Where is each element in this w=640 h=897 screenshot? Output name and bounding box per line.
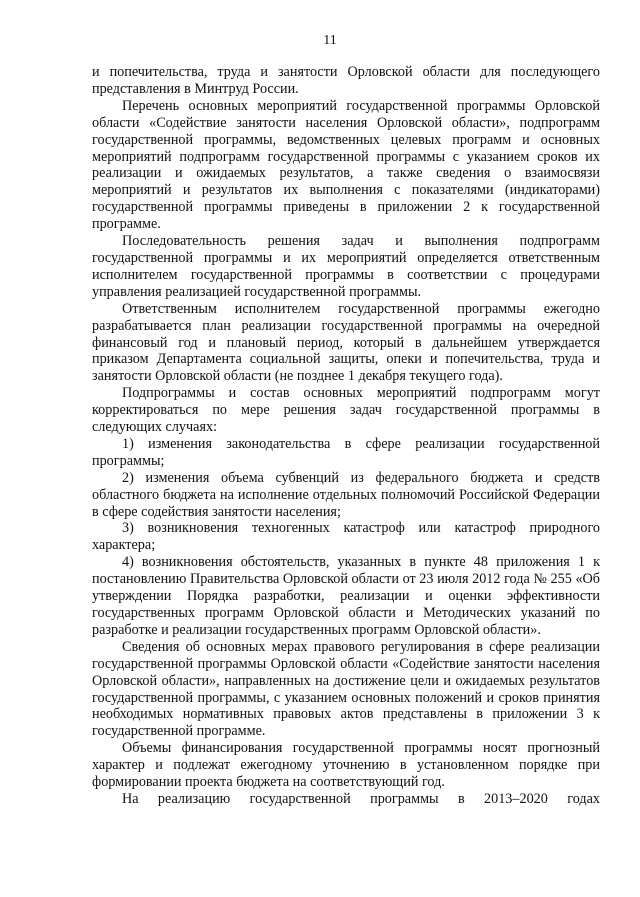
paragraph-sequence: Последовательность решения задач и выполнения подпрограмм государственной программы и их мероприятий определяется ответственным исполнителем государственной программы в соответствии с процедурами управления реализацией государственной программы. <box>92 233 600 300</box>
document-body <box>92 64 600 808</box>
page-number: 11 <box>323 33 337 48</box>
paragraph-legal-regulation: Сведения об основных мерах правового регулирования в сфере реализации государственной программы Орловской области «Содействие занятости населения Орловской области», направленных на достижение цели и ожидаемых результатов государственной программы, с указанием основных положений и сроков принятия необходимых нормативных правовых актов представлены в приложении 3 к государственной программе. <box>92 638 600 740</box>
paragraph-measures-list: Перечень основных мероприятий государственной программы Орловской области «Содействие занятости населения Орловской области», подпрограмм государственной программы, ведомственных целевых программ и основных мероприятий подпрограмм государственной программы с указанием сроков их реализации и ожидаемых результатов, а также сведения о взаимосвязи мероприятий и результатов их выполнения с показателями (индикаторами) государственной программы приведены в приложении 2 к государственной программе. <box>92 97 600 233</box>
paragraph-annual-plan: Ответственным исполнителем государственной программы ежегодно разрабатывается план реализации государственной программы на очередной финансовый год и плановый период, который в дальнейшем утверждается приказом Департамента социальной защиты, опеки и попечительства, труда и занятости Орловской области (не позднее 1 декабря текущего года). <box>92 300 600 385</box>
list-item-4: 4) возникновения обстоятельств, указанных в пункте 48 приложения 1 к постановлению Правительства Орловской области от 23 июля 2012 года № 255 «Об утверждении Порядка разработки, реализации и оценки эффективности государственных программ Орловской области и Методических указаний по разработке и реализации государственных программ Орловской области». <box>92 554 600 638</box>
paragraph-continuation: и попечительства, труда и занятости Орловской области для последующего представления в Минтруд России. <box>92 64 600 97</box>
paragraph-financing: Объемы финансирования государственной программы носят прогнозный характер и подлежат ежегодному уточнению в установленном порядке при формировании проекта бюджета на соответствующий год. <box>92 740 600 791</box>
paragraph-correction-cases: Подпрограммы и состав основных мероприятий подпрограмм могут корректироваться по мере решения задач государственной программы в следующих случаях: <box>92 385 600 436</box>
list-item-2: 2) изменения объема субвенций из федерального бюджета и средств областного бюджета на исполнение отдельных полномочий Российской Федерации в сфере содействия занятости населения; <box>92 469 600 520</box>
list-item-1: 1) изменения законодательства в сфере реализации государственной программы; <box>92 435 600 469</box>
list-item-3: 3) возникновения техногенных катастроф или катастроф природного характера; <box>92 520 600 554</box>
paragraph-implementation-funding: На реализацию государственной программы в 2013–2020 годах <box>122 790 600 807</box>
